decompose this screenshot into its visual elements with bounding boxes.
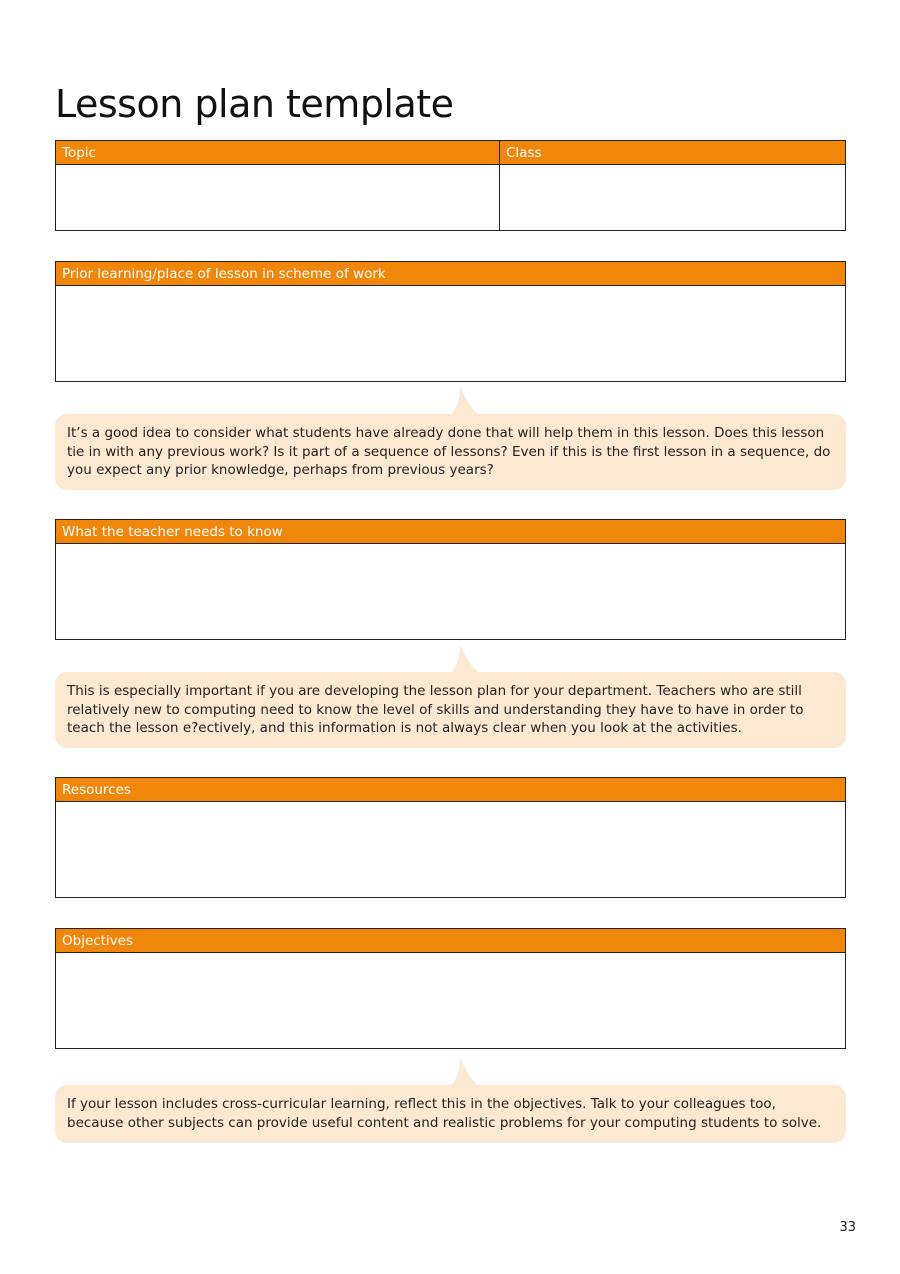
topic-class-table [55, 140, 846, 231]
class-cell [499, 141, 845, 230]
objectives-header: Objectives [56, 929, 845, 953]
topic-header: Topic [56, 141, 499, 165]
class-header: Class [500, 141, 845, 165]
class-input-area[interactable] [500, 165, 845, 230]
teacher-knowledge-tip [55, 672, 846, 748]
page-number: 33 [839, 1220, 856, 1235]
resources-box [55, 777, 846, 898]
topic-cell [56, 141, 499, 230]
prior-learning-box [55, 261, 846, 382]
topic-input-area[interactable] [56, 165, 499, 230]
objectives-tip [55, 1085, 846, 1143]
objectives-tip-text: If your lesson includes cross-curricular learning, reflect this in the objectives. Talk to your colleagues too, because other subjects can provide useful content and realistic problems for your computing students to solve. [67, 1096, 822, 1131]
resources-input-area[interactable] [56, 802, 845, 897]
speech-tail-icon [450, 1057, 480, 1087]
teacher-knowledge-input-area[interactable] [56, 544, 845, 639]
prior-learning-tip [55, 414, 846, 490]
prior-learning-tip-text: It’s a good idea to consider what students have already done that will help them in this lesson. Does this lesson tie in with any previous work? Is it part of a sequence of lessons? Even if this is the first lesson in a sequence, do you expect any prior knowledge, perhaps from previous years? [67, 425, 831, 478]
speech-tail-icon [450, 386, 480, 416]
prior-learning-header: Prior learning/place of lesson in scheme of work [56, 262, 845, 286]
teacher-knowledge-box [55, 519, 846, 640]
resources-header: Resources [56, 778, 845, 802]
objectives-box [55, 928, 846, 1049]
objectives-input-area[interactable] [56, 953, 845, 1048]
page-title: Lesson plan template [55, 82, 454, 126]
speech-tail-icon [450, 644, 480, 674]
teacher-knowledge-header: What the teacher needs to know [56, 520, 845, 544]
prior-learning-input-area[interactable] [56, 286, 845, 381]
teacher-knowledge-tip-text: This is especially important if you are developing the lesson plan for your department. Teachers who are still relatively new to computing need to know the level of skills and understanding they have to have in order to teach the lesson e?ectively, and this information is not always clear when you look at the activities. [67, 683, 804, 736]
